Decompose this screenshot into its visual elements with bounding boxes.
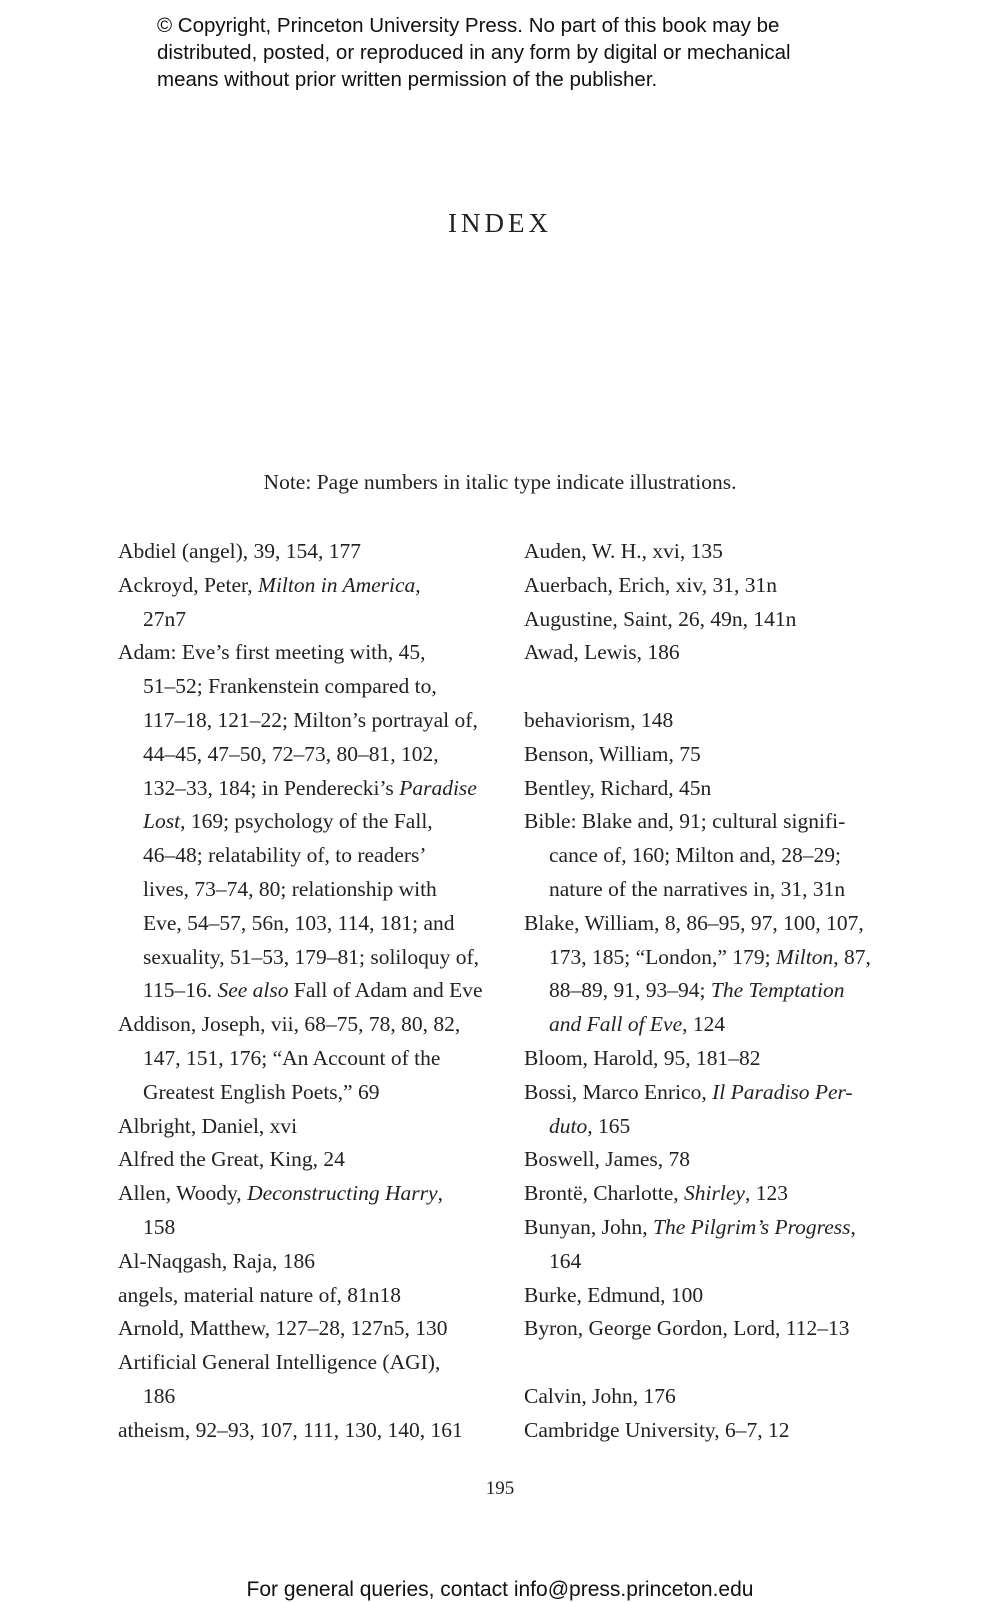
index-entry: Abdiel (angel), 39, 154, 177 [118, 539, 362, 563]
index-entry-continuation: 88–89, 91, 93–94; The Temptation [549, 978, 845, 1003]
index-entry: atheism, 92–93, 107, 111, 130, 140, 161 [118, 1417, 463, 1442]
index-entry-continuation: 44–45, 47–50, 72–73, 80–81, 102, [143, 741, 439, 766]
index-entry-continuation: lives, 73–74, 80; relationship with [143, 876, 437, 901]
index-entry-continuation: 51–52; Frankenstein compared to, [143, 674, 437, 699]
index-entry-continuation: Lost, 169; psychology of the Fall, [143, 809, 433, 834]
copyright-line: means without prior written permission of the publisher. [157, 68, 658, 91]
index-entry: Bible: Blake and, 91; cultural signifi- [524, 809, 846, 834]
index-entry-continuation: 186 [143, 1383, 176, 1408]
page-number: 195 [485, 1478, 515, 1499]
index-note: Note: Page numbers in italic type indicate illustrations. [263, 470, 737, 494]
index-entry: Byron, George Gordon, Lord, 112–13 [524, 1316, 850, 1341]
index-entry-continuation: 164 [549, 1248, 582, 1273]
section-spacer [524, 670, 894, 704]
index-entry: Burke, Edmund, 100 [524, 1282, 704, 1307]
copyright-line: © Copyright, Princeton University Press. No part of this book may be [157, 14, 780, 37]
index-entry: Auden, W. H., xvi, 135 [524, 539, 723, 563]
footer-contact: For general queries, contact info@press.princeton.edu [246, 1578, 754, 1601]
index-entry: Calvin, John, 176 [524, 1383, 676, 1408]
index-entry: Benson, William, 75 [524, 741, 701, 766]
index-entry: Al-Naqgash, Raja, 186 [118, 1248, 316, 1273]
index-entry: angels, material nature of, 81n18 [118, 1282, 401, 1307]
page-title: INDEX [448, 208, 552, 238]
index-entry: Awad, Lewis, 186 [524, 640, 680, 665]
index-entry-continuation: Eve, 54–57, 56n, 103, 114, 181; and [143, 910, 455, 935]
index-entry: Artificial General Intelligence (AGI), [118, 1350, 441, 1375]
index-entry: Addison, Joseph, vii, 68–75, 78, 80, 82, [118, 1012, 461, 1037]
copyright-notice [157, 12, 877, 93]
index-entry: Bloom, Harold, 95, 181–82 [524, 1045, 761, 1070]
index-entry-continuation: duto, 165 [549, 1113, 631, 1138]
index-entry: Bunyan, John, The Pilgrim’s Progress, [524, 1214, 856, 1239]
index-entry-continuation: Greatest English Poets,” 69 [143, 1079, 380, 1104]
index-entry-continuation: 147, 151, 176; “An Account of the [143, 1045, 441, 1070]
index-entry: Cambridge University, 6–7, 12 [524, 1417, 790, 1442]
index-entry-continuation: 158 [143, 1214, 176, 1239]
index-entry-continuation: 27n7 [143, 606, 186, 631]
index-column-right [524, 535, 894, 1448]
index-entry-continuation: 117–18, 121–22; Milton’s portrayal of, [143, 707, 478, 732]
index-entry: Blake, William, 8, 86–95, 97, 100, 107, [524, 910, 864, 935]
index-entry: Albright, Daniel, xvi [118, 1113, 298, 1138]
index-entry: Brontë, Charlotte, Shirley, 123 [524, 1181, 788, 1206]
index-entry: Arnold, Matthew, 127–28, 127n5, 130 [118, 1316, 448, 1341]
index-entry: behaviorism, 148 [524, 707, 674, 732]
index-entry-continuation: 46–48; relatability of, to readers’ [143, 843, 427, 868]
index-entry-continuation: and Fall of Eve, 124 [549, 1012, 726, 1037]
index-entry: Auerbach, Erich, xiv, 31, 31n [524, 572, 777, 597]
index-entry-continuation: cance of, 160; Milton and, 28–29; [549, 843, 841, 868]
index-entry: Augustine, Saint, 26, 49n, 141n [524, 606, 797, 631]
copyright-line: distributed, posted, or reproduced in any form by digital or mechanical [157, 41, 791, 64]
index-column-left [118, 535, 488, 1448]
section-spacer [524, 1346, 894, 1380]
index-entry-continuation: 132–33, 184; in Penderecki’s Paradise [143, 775, 477, 800]
index-entry: Ackroyd, Peter, Milton in America, [118, 572, 421, 597]
index-entry: Bentley, Richard, 45n [524, 775, 712, 800]
index-entry-continuation: 115–16. See also Fall of Adam and Eve [143, 978, 483, 1003]
index-entry: Allen, Woody, Deconstructing Harry, [118, 1181, 443, 1206]
index-entry: Alfred the Great, King, 24 [118, 1147, 345, 1172]
index-entry-continuation: sexuality, 51–53, 179–81; soliloquy of, [143, 944, 480, 969]
index-entry-continuation: 173, 185; “London,” 179; Milton, 87, [549, 944, 871, 969]
index-entry: Adam: Eve’s first meeting with, 45, [118, 640, 426, 665]
index-entry: Bossi, Marco Enrico, Il Paradiso Per- [524, 1079, 853, 1104]
index-entry: Boswell, James, 78 [524, 1147, 691, 1172]
index-entry-continuation: nature of the narratives in, 31, 31n [549, 876, 846, 901]
